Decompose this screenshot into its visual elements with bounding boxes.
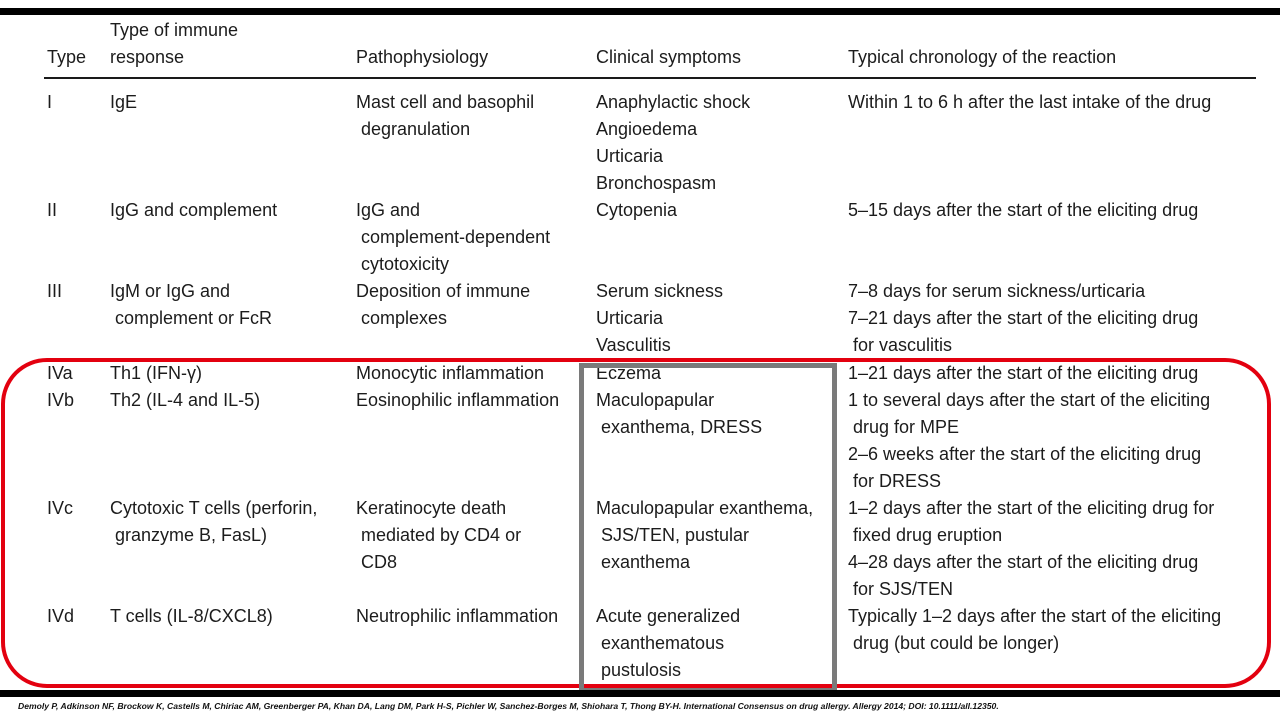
header-type: Type xyxy=(47,47,87,67)
cell-pathophysiology: degranulation xyxy=(356,119,471,139)
header-divider xyxy=(44,77,1256,79)
cell-clinical-symptoms: Maculopapular exanthema, xyxy=(596,498,814,518)
cell-clinical-symptoms: Eczema xyxy=(596,363,662,383)
cell-immune-response: Th1 (IFN-γ) xyxy=(110,363,202,383)
cell-chronology: 7–8 days for serum sickness/urticaria xyxy=(848,281,1146,301)
cell-immune-response: granzyme B, FasL) xyxy=(110,525,268,545)
cell-chronology: 4–28 days after the start of the eliciting drug xyxy=(848,552,1199,572)
cell-immune-response: IgM or IgG and xyxy=(110,281,231,301)
cell-immune-response: IgG and complement xyxy=(110,200,278,220)
cell-chronology: Typically 1–2 days after the start of the eliciting xyxy=(848,606,1222,626)
cell-type: I xyxy=(47,92,53,112)
cell-chronology: drug for MPE xyxy=(848,417,960,437)
cell-clinical-symptoms: Cytopenia xyxy=(596,200,678,220)
cell-chronology: 1–21 days after the start of the eliciting drug xyxy=(848,363,1199,383)
cell-pathophysiology: Keratinocyte death xyxy=(356,498,507,518)
header-response-line2: response xyxy=(110,47,185,67)
cell-clinical-symptoms: Angioedema xyxy=(596,119,698,139)
cell-immune-response: complement or FcR xyxy=(110,308,273,328)
cell-immune-response: IgE xyxy=(110,92,138,112)
cell-pathophysiology: complement-dependent xyxy=(356,227,551,247)
cell-pathophysiology: complexes xyxy=(356,308,448,328)
cell-clinical-symptoms: Urticaria xyxy=(596,308,664,328)
header-clinical-symptoms: Clinical symptoms xyxy=(596,47,742,67)
cell-pathophysiology: Mast cell and basophil xyxy=(356,92,535,112)
cell-clinical-symptoms: Vasculitis xyxy=(596,335,671,355)
top-black-bar xyxy=(0,8,1280,15)
cell-chronology: for DRESS xyxy=(848,471,942,491)
cell-pathophysiology: IgG and xyxy=(356,200,421,220)
cell-clinical-symptoms: Serum sickness xyxy=(596,281,724,301)
cell-pathophysiology: Monocytic inflammation xyxy=(356,363,545,383)
cell-pathophysiology: Deposition of immune xyxy=(356,281,531,301)
cell-immune-response: T cells (IL-8/CXCL8) xyxy=(110,606,273,626)
cell-chronology: drug (but could be longer) xyxy=(848,633,1060,653)
bottom-black-bar xyxy=(0,690,1280,697)
cell-clinical-symptoms: exanthema xyxy=(596,552,691,572)
symptoms-highlight-box xyxy=(579,363,837,693)
cell-pathophysiology: Eosinophilic inflammation xyxy=(356,390,560,410)
cell-pathophysiology: Neutrophilic inflammation xyxy=(356,606,559,626)
cell-type: II xyxy=(47,200,58,220)
cell-type: IVa xyxy=(47,363,73,383)
cell-chronology: 2–6 weeks after the start of the eliciting drug xyxy=(848,444,1202,464)
cell-type: IVc xyxy=(47,498,74,518)
cell-immune-response: Cytotoxic T cells (perforin, xyxy=(110,498,318,518)
cell-type: IVb xyxy=(47,390,75,410)
cell-chronology: for SJS/TEN xyxy=(848,579,954,599)
cell-clinical-symptoms: exanthematous xyxy=(596,633,725,653)
cell-type: IVd xyxy=(47,606,75,626)
cell-pathophysiology: cytotoxicity xyxy=(356,254,450,274)
cell-clinical-symptoms: pustulosis xyxy=(596,660,682,680)
header-pathophysiology: Pathophysiology xyxy=(356,47,489,67)
cell-immune-response: Th2 (IL-4 and IL-5) xyxy=(110,390,261,410)
header-response-line1: Type of immune xyxy=(110,20,239,40)
cell-type: III xyxy=(47,281,63,301)
cell-clinical-symptoms: Anaphylactic shock xyxy=(596,92,751,112)
cell-pathophysiology: CD8 xyxy=(356,552,398,572)
citation: Demoly P, Adkinson NF, Brockow K, Castells M, Chiriac AM, Greenberger PA, Khan DA, Lang DM, Park H-S, Pichler W, Sanchez-Borges M, Shiohara T, Thong BY-H. International Consensus on drug allergy. Allergy 2014; DOI: 10.1111/all.12350. xyxy=(18,701,999,711)
cell-clinical-symptoms: Bronchospasm xyxy=(596,173,717,193)
cell-chronology: Within 1 to 6 h after the last intake of the drug xyxy=(848,92,1212,112)
cell-chronology: 7–21 days after the start of the eliciting drug xyxy=(848,308,1199,328)
cell-clinical-symptoms: exanthema, DRESS xyxy=(596,417,763,437)
cell-clinical-symptoms: Urticaria xyxy=(596,146,664,166)
header-chronology: Typical chronology of the reaction xyxy=(848,47,1117,67)
cell-clinical-symptoms: SJS/TEN, pustular xyxy=(596,525,750,545)
cell-pathophysiology: mediated by CD4 or xyxy=(356,525,522,545)
cell-chronology: 1 to several days after the start of the eliciting xyxy=(848,390,1211,410)
cell-clinical-symptoms: Maculopapular xyxy=(596,390,715,410)
cell-chronology: 5–15 days after the start of the eliciting drug xyxy=(848,200,1199,220)
cell-chronology: for vasculitis xyxy=(848,335,953,355)
cell-chronology: fixed drug eruption xyxy=(848,525,1003,545)
cell-clinical-symptoms: Acute generalized xyxy=(596,606,741,626)
cell-chronology: 1–2 days after the start of the eliciting drug for xyxy=(848,498,1215,518)
